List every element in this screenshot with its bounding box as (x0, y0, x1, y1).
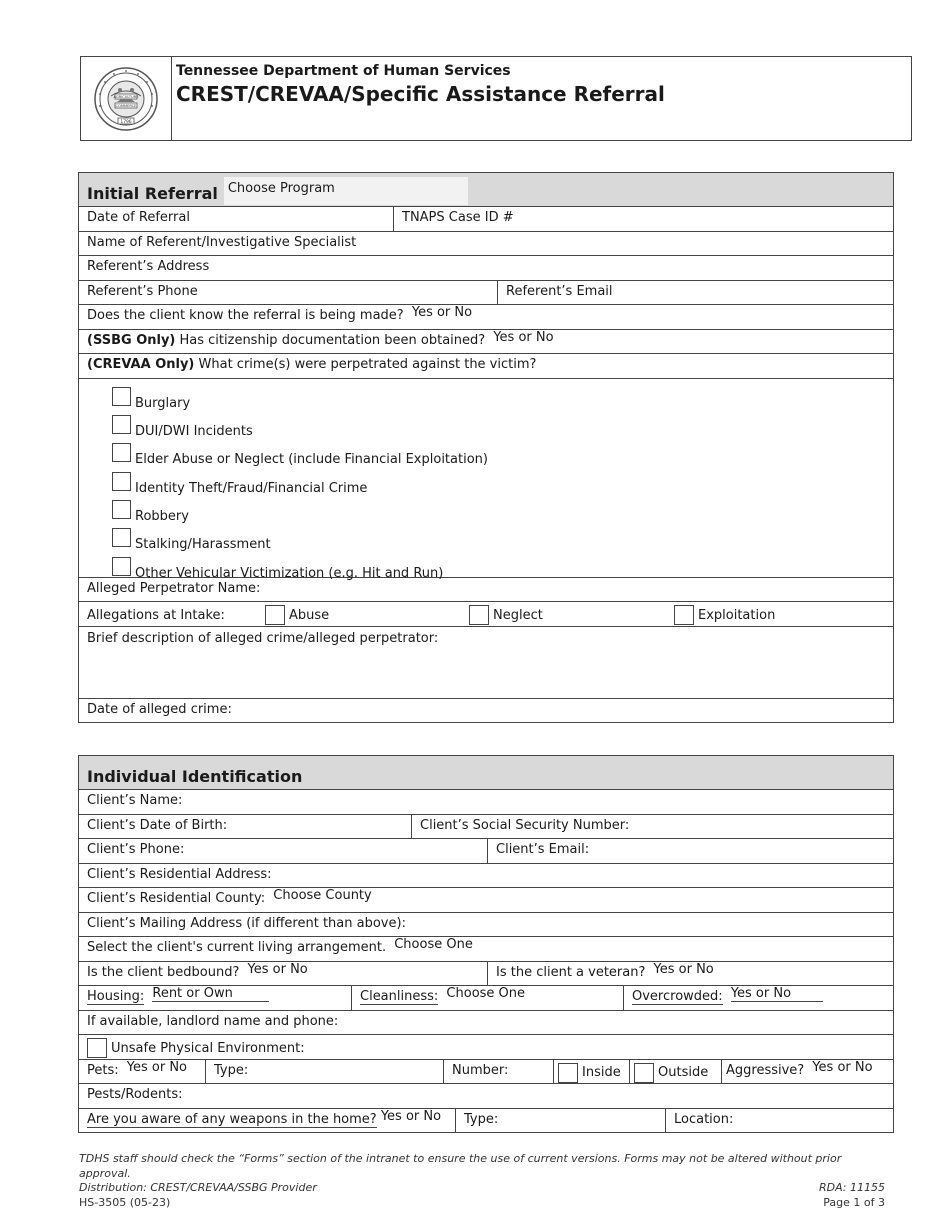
page-footer (79, 1152, 885, 1210)
landlord-field[interactable]: If available, landlord name and phone: (87, 1013, 339, 1029)
footer-page-number: Page 1 of 3 (823, 1195, 885, 1209)
tnaps-case-id-field[interactable]: TNAPS Case ID # (393, 207, 893, 231)
client-email-field[interactable]: Client’s Email: (487, 839, 893, 863)
footer-notice: TDHS staff should check the “Forms” section of the intranet to ensure the use of current versions. Forms may not be altered without prior approval. (79, 1152, 842, 1180)
weapons-location-field[interactable]: Location: (665, 1109, 893, 1133)
pests-field[interactable]: Pests/Rodents: (87, 1087, 183, 1102)
aggressive-label: Aggressive? (726, 1062, 805, 1078)
unsafe-env-checkbox[interactable] (87, 1038, 107, 1058)
allegation-exploitation-option[interactable] (674, 605, 775, 625)
veteran-label: Is the client a veteran? (496, 964, 646, 980)
client-dob-row (79, 814, 893, 839)
crime-label: Identity Theft/Fraud/Financial Crime (135, 480, 368, 496)
form-header (80, 56, 912, 141)
crime-checkbox[interactable] (112, 472, 131, 491)
tennessee-state-seal-icon (93, 66, 159, 132)
allegation-neglect-label: Neglect (493, 607, 543, 623)
housing-select[interactable]: Rent or Own (152, 986, 268, 1002)
housing-row (79, 985, 893, 1010)
client-name-field[interactable]: Client’s Name: (87, 793, 183, 808)
individual-identification-title: Individual Identification (87, 767, 303, 786)
individual-identification-header (79, 756, 893, 789)
client-know-question (79, 305, 893, 329)
overcrowded-field (623, 986, 893, 1010)
department-name: Tennessee Department of Human Services (176, 63, 511, 79)
unsafe-env-row (79, 1034, 893, 1059)
mailing-address-field[interactable]: Client’s Mailing Address (if different than above): (87, 915, 406, 931)
weapons-row (79, 1108, 893, 1133)
date-of-referral-field[interactable]: Date of Referral (87, 210, 190, 225)
pets-select[interactable]: Yes or No (126, 1059, 187, 1075)
seal-text-year: 1796 (120, 119, 132, 125)
cleanliness-field (351, 986, 623, 1010)
program-select[interactable]: Choose Program (224, 177, 468, 205)
footer-distribution-row (79, 1181, 885, 1196)
perpetrator-row (79, 577, 893, 602)
pets-field (79, 1060, 205, 1084)
housing-label: Housing: (87, 989, 145, 1004)
client-dob-field[interactable]: Client’s Date of Birth: (87, 817, 228, 833)
crevaa-prefix: (CREVAA Only) (87, 357, 195, 372)
footer-distribution: Distribution: CREST/CREVAA/SSBG Provider (79, 1181, 317, 1194)
client-ssn-field[interactable]: Client’s Social Security Number: (411, 815, 893, 839)
header-title-cell (172, 57, 669, 140)
overcrowded-label: Overcrowded: (632, 989, 723, 1004)
living-arrangement-row (79, 936, 893, 961)
bedbound-veteran-row (79, 961, 893, 986)
referent-phone-field[interactable]: Referent’s Phone (87, 283, 198, 299)
initial-referral-header (79, 173, 893, 206)
allegation-abuse-checkbox[interactable] (265, 605, 285, 625)
crime-checkbox[interactable] (112, 557, 131, 576)
ssbg-row (79, 329, 893, 354)
pet-number-field[interactable]: Number: (443, 1060, 553, 1084)
ssbg-question (79, 330, 893, 354)
client-know-select[interactable]: Yes or No (411, 305, 473, 320)
pet-outside-option[interactable] (629, 1060, 721, 1084)
landlord-row (79, 1010, 893, 1035)
residential-address-row (79, 863, 893, 888)
weapons-select[interactable]: Yes or No (380, 1108, 442, 1124)
county-select[interactable]: Choose County (273, 888, 372, 903)
referent-address-field[interactable]: Referent’s Address (87, 259, 210, 274)
residential-county-row (79, 887, 893, 912)
crime-label: DUI/DWI Incidents (135, 424, 253, 440)
crime-date-row (79, 698, 893, 723)
aggressive-field (721, 1060, 893, 1084)
date-of-crime-field[interactable]: Date of alleged crime: (87, 701, 232, 717)
crime-label: Elder Abuse or Neglect (include Financial Exploitation) (135, 452, 488, 468)
crevaa-label: What crime(s) were perpetrated against the victim? (194, 357, 537, 372)
footer-form-row (79, 1196, 885, 1211)
initial-referral-section (78, 172, 894, 723)
individual-identification-section (78, 755, 894, 1133)
crime-item[interactable] (112, 496, 893, 524)
seal-cell (81, 57, 172, 140)
crime-checkbox[interactable] (112, 387, 131, 406)
unsafe-env-option[interactable] (79, 1035, 893, 1059)
footer-rda: RDA: 11155 (818, 1181, 885, 1194)
crime-label: Other Vehicular Victimization (e.g. Hit and Run) (135, 565, 444, 581)
crime-checkbox[interactable] (112, 415, 131, 434)
allegation-neglect-checkbox[interactable] (469, 605, 489, 625)
crime-checkbox[interactable] (112, 528, 131, 547)
client-know-label: Does the client know the referral is being made? (87, 308, 404, 323)
ssbg-prefix: (SSBG Only) (87, 332, 176, 348)
allegation-abuse-label: Abuse (289, 607, 330, 623)
referent-name-field[interactable]: Name of Referent/Investigative Specialist (87, 234, 357, 250)
veteran-select[interactable]: Yes or No (653, 961, 714, 977)
crevaa-question (79, 354, 893, 378)
bedbound-select[interactable]: Yes or No (247, 961, 308, 977)
client-phone-field[interactable]: Client’s Phone: (87, 842, 185, 857)
unsafe-env-label: Unsafe Physical Environment: (111, 1040, 305, 1056)
crime-label: Robbery (135, 508, 189, 524)
bedbound-field (79, 962, 487, 986)
footer-form-number: HS-3505 (05-23) (79, 1195, 171, 1209)
cleanliness-select[interactable]: Choose One (446, 986, 526, 1001)
referent-address-row (79, 255, 893, 280)
crime-item[interactable] (112, 439, 893, 467)
residential-address-field[interactable]: Client’s Residential Address: (87, 866, 272, 882)
seal-text-agriculture: AGRICULTURE (113, 94, 139, 99)
mailing-address-row (79, 912, 893, 937)
veteran-field (487, 962, 893, 986)
weapons-type-field[interactable]: Type: (455, 1109, 665, 1133)
pet-outside-label: Outside (658, 1065, 709, 1081)
crime-label: Stalking/Harassment (135, 537, 271, 553)
crime-item[interactable] (112, 467, 893, 495)
crevaa-row (79, 353, 893, 378)
living-arrangement-field (79, 937, 893, 961)
referent-email-field[interactable]: Referent’s Email (497, 281, 893, 305)
seal-text-commerce: COMMERCE (115, 103, 137, 108)
initial-referral-title: Initial Referral (87, 184, 218, 203)
crime-item[interactable] (112, 411, 893, 439)
pet-inside-label: Inside (582, 1065, 621, 1081)
brief-description-field[interactable] (79, 626, 893, 698)
overcrowded-select[interactable]: Yes or No (731, 986, 823, 1002)
crime-item[interactable] (112, 524, 893, 552)
pet-inside-option[interactable] (553, 1060, 629, 1084)
pets-label: Pets: (87, 1062, 119, 1078)
living-arrangement-select[interactable]: Choose One (394, 937, 473, 952)
weapons-field (79, 1109, 455, 1133)
residential-county-field (79, 888, 893, 912)
housing-field (79, 986, 351, 1010)
crime-checkbox[interactable] (112, 443, 131, 462)
crime-checkbox-list (79, 378, 893, 581)
perpetrator-name-field[interactable]: Alleged Perpetrator Name: (87, 580, 261, 596)
residential-county-label: Client’s Residential County: (87, 891, 266, 906)
allegation-exploitation-checkbox[interactable] (674, 605, 694, 625)
aggressive-select[interactable]: Yes or No (812, 1059, 873, 1075)
referent-name-row (79, 231, 893, 256)
bedbound-label: Is the client bedbound? (87, 964, 240, 980)
allegation-exploitation-label: Exploitation (698, 607, 776, 623)
pet-outside-checkbox[interactable] (634, 1063, 654, 1083)
client-name-row (79, 789, 893, 814)
crime-item[interactable] (112, 383, 893, 411)
crime-label: Burglary (135, 395, 191, 411)
referral-date-row (79, 206, 893, 231)
allegations-row (79, 601, 893, 626)
brief-description-label: Brief description of alleged crime/alleged perpetrator: (87, 630, 439, 646)
pests-row (79, 1083, 893, 1108)
allegations-label: Allegations at Intake: (87, 607, 225, 623)
pet-inside-checkbox[interactable] (558, 1063, 578, 1083)
crime-checkbox[interactable] (112, 500, 131, 519)
pets-row (79, 1059, 893, 1084)
allegations-field (79, 602, 893, 626)
weapons-label: Are you aware of any weapons in the home? (87, 1111, 377, 1127)
form-title: CREST/CREVAA/Specific Assistance Referral (176, 82, 665, 106)
cleanliness-label: Cleanliness: (360, 989, 439, 1004)
client-contact-row (79, 838, 893, 863)
allegation-neglect-option[interactable] (469, 605, 674, 625)
pet-type-field[interactable]: Type: (205, 1060, 443, 1084)
referent-contact-row (79, 280, 893, 305)
living-arrangement-label: Select the client's current living arrangement. (87, 940, 387, 955)
client-know-row (79, 304, 893, 329)
ssbg-select[interactable]: Yes or No (493, 329, 554, 345)
allegation-abuse-option[interactable] (265, 605, 469, 625)
ssbg-label: Has citizenship documentation been obtained? (175, 332, 486, 348)
footer-notice-row (79, 1152, 885, 1181)
